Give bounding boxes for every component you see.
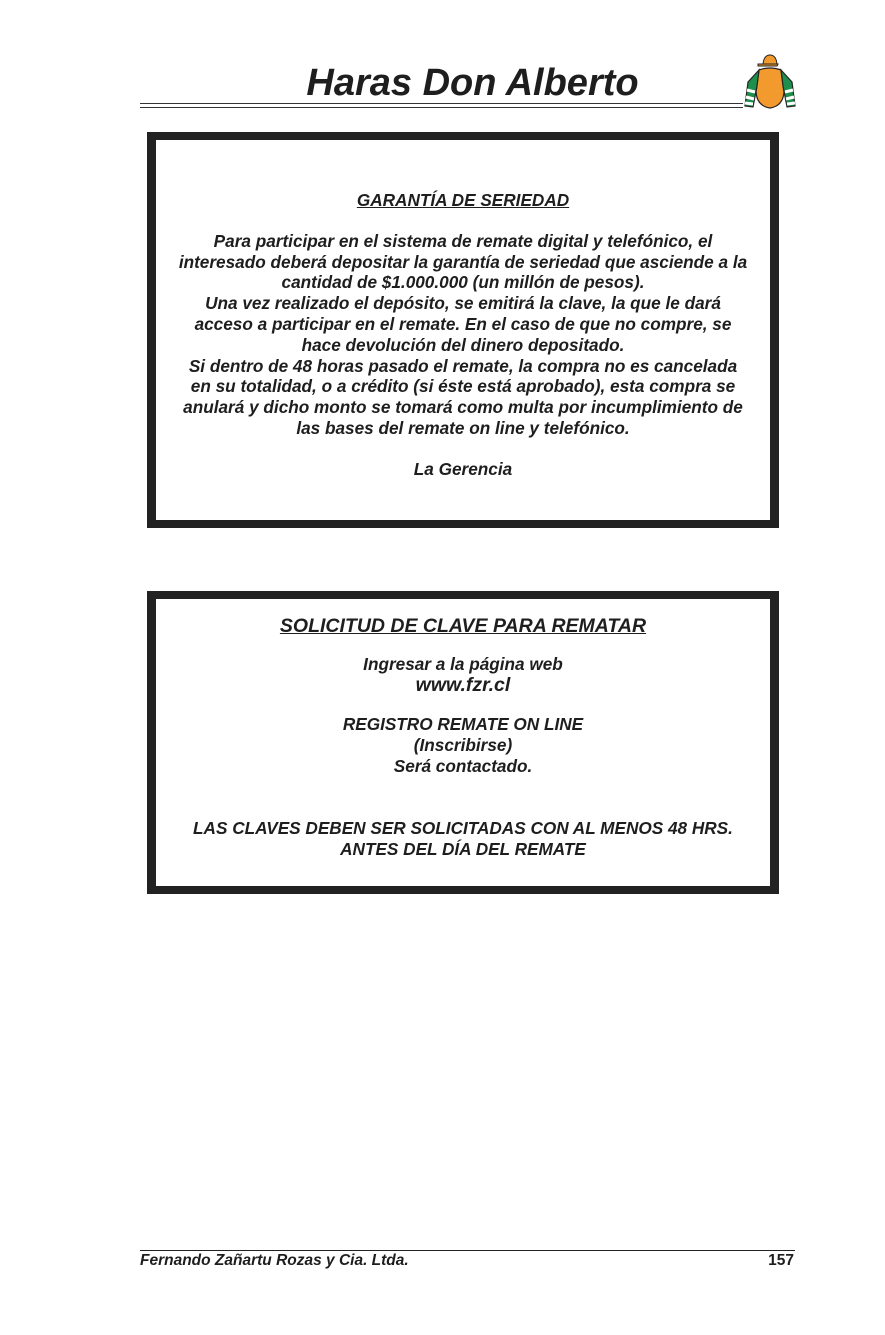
guarantee-line: anulará y dicho monto se tomará como multa por incumplimiento de xyxy=(183,397,743,418)
silks-right-sleeve xyxy=(781,70,795,107)
silks-body xyxy=(756,68,784,108)
silks-cap-peak xyxy=(758,64,778,66)
header-rule-top xyxy=(140,103,743,104)
guarantee-line: las bases del remate on line y telefónico. xyxy=(296,417,630,438)
guarantee-signature: La Gerencia xyxy=(413,458,513,479)
guarantee-line: en su totalidad, o a crédito (si éste está aprobado), esta compra se xyxy=(190,376,736,397)
guarantee-line: Para participar en el sistema de remate digital y telefónico, el xyxy=(213,230,713,251)
password-request-title: SOLICITUD DE CLAVE PARA REMATAR xyxy=(279,615,647,637)
guarantee-line: Si dentro de 48 horas pasado el remate, la compra no es cancelada xyxy=(188,355,738,376)
password-request-box xyxy=(147,591,779,894)
silks-left-sleeve xyxy=(745,70,759,107)
jockey-silks-icon xyxy=(742,52,798,112)
guarantee-line: acceso a participar en el remate. En el caso de que no compre, se xyxy=(194,313,732,334)
header-rule-bottom xyxy=(140,107,743,108)
guarantee-line: hace devolución del dinero depositado. xyxy=(301,334,625,355)
page-number: 157 xyxy=(768,1252,794,1269)
guarantee-title: GARANTÍA DE SERIEDAD xyxy=(356,190,570,210)
warning-line: ANTES DEL DÍA DEL REMATE xyxy=(340,838,586,859)
registry-title: REGISTRO REMATE ON LINE xyxy=(342,714,584,735)
footer-rule xyxy=(140,1250,795,1251)
footer-company: Fernando Zañartu Rozas y Cia. Ltda. xyxy=(140,1252,409,1269)
guarantee-box xyxy=(147,132,779,528)
guarantee-body xyxy=(162,231,764,439)
warning-line: LAS CLAVES DEBEN SER SOLICITADAS CON AL MENOS 48 HRS. xyxy=(193,817,733,838)
guarantee-line: Una vez realizado el depósito, se emitirá la clave, la que le dará xyxy=(205,293,721,314)
guarantee-line: interesado deberá depositar la garantía de seriedad que asciende a la xyxy=(178,251,748,272)
contact-note: Será contactado. xyxy=(393,755,533,776)
guarantee-line: cantidad de $1.000.000 (un millón de pesos). xyxy=(281,272,645,293)
password-request-intro: Ingresar a la página web xyxy=(363,653,563,674)
registry-note: (Inscribirse) xyxy=(413,735,513,756)
silks-cap xyxy=(763,55,777,64)
website-link[interactable]: www.fzr.cl xyxy=(415,673,511,696)
page-title: Haras Don Alberto xyxy=(306,62,639,104)
